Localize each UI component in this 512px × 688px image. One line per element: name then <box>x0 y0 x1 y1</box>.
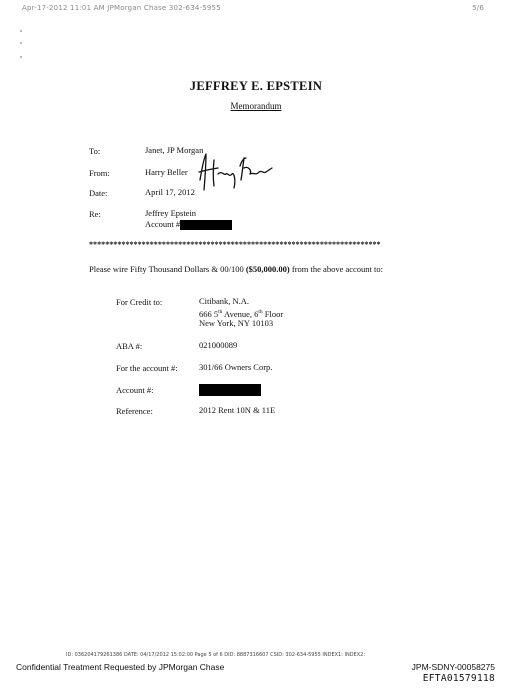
aba-label: ABA #: <box>116 341 143 351</box>
bank-city: New York, NY 10103 <box>199 318 274 328</box>
fax-page-count: 5/6 <box>472 4 484 12</box>
confidential-notice: Confidential Treatment Requested by JPMorgan Chase <box>16 662 225 672</box>
bank-name: Citibank, N.A. <box>199 296 250 306</box>
instruction-text: Please wire Fifty Thousand Dollars & 00/100 <box>89 264 246 274</box>
to-label: To: <box>89 146 101 156</box>
date-value: April 17, 2012 <box>145 187 195 197</box>
street-name: Avenue, 6 <box>222 308 259 319</box>
memo-subtitle: Memorandum <box>230 101 282 111</box>
instruction-suffix: from the above account to: <box>289 264 383 274</box>
for-account-value: 301/66 Owners Corp. <box>199 362 273 372</box>
scan-speckle <box>20 56 22 58</box>
redaction-box <box>180 220 232 230</box>
floor-suffix: th <box>258 309 263 315</box>
memo-title: JEFFREY E. EPSTEIN <box>189 79 323 93</box>
from-label: From: <box>89 168 110 178</box>
street-suffix: th <box>218 309 223 315</box>
fax-header <box>22 4 484 16</box>
account-label: Account #: <box>116 385 154 395</box>
redaction-box <box>199 384 261 396</box>
to-value: Janet, JP Morgan <box>145 145 204 155</box>
scan-speckle <box>20 30 22 32</box>
aba-value: 021000089 <box>199 340 238 350</box>
separator-line: ************************************************************************ <box>89 240 381 249</box>
for-account-label: For the account #: <box>116 363 178 373</box>
date-label: Date: <box>89 188 108 198</box>
handwritten-signature <box>196 150 276 192</box>
credit-label: For Credit to: <box>116 297 163 307</box>
floor-label: Floor <box>262 308 284 319</box>
from-value: Harry Beller <box>145 167 188 177</box>
re-account-label: Account # <box>145 219 181 229</box>
fax-id-line: ID: 036204179261386 DATE: 04/17/2012 15:02:00 Page 5 of 6 DID: 8887316607 CSID: 302-634-5955 INDEX1: INDEX2: <box>66 652 366 658</box>
reference-label: Reference: <box>116 406 153 416</box>
street-number: 666 5 <box>199 308 219 319</box>
bates-number: JPM-SDNY-00058275 <box>411 662 495 672</box>
efta-number: EFTA01579118 <box>422 673 495 684</box>
re-subject: Jeffrey Epstein <box>145 208 197 218</box>
account-redaction <box>199 381 261 399</box>
reference-value: 2012 Rent 10N & 11E <box>199 405 276 415</box>
wire-instruction <box>89 264 383 274</box>
re-label: Re: <box>89 209 101 219</box>
fax-header-left: Apr-17-2012 11:01 AM JPMorgan Chase 302-634-5955 <box>22 4 221 12</box>
re-account <box>145 219 232 230</box>
scan-speckle <box>20 42 22 44</box>
instruction-amount: ($50,000.00) <box>245 264 290 274</box>
